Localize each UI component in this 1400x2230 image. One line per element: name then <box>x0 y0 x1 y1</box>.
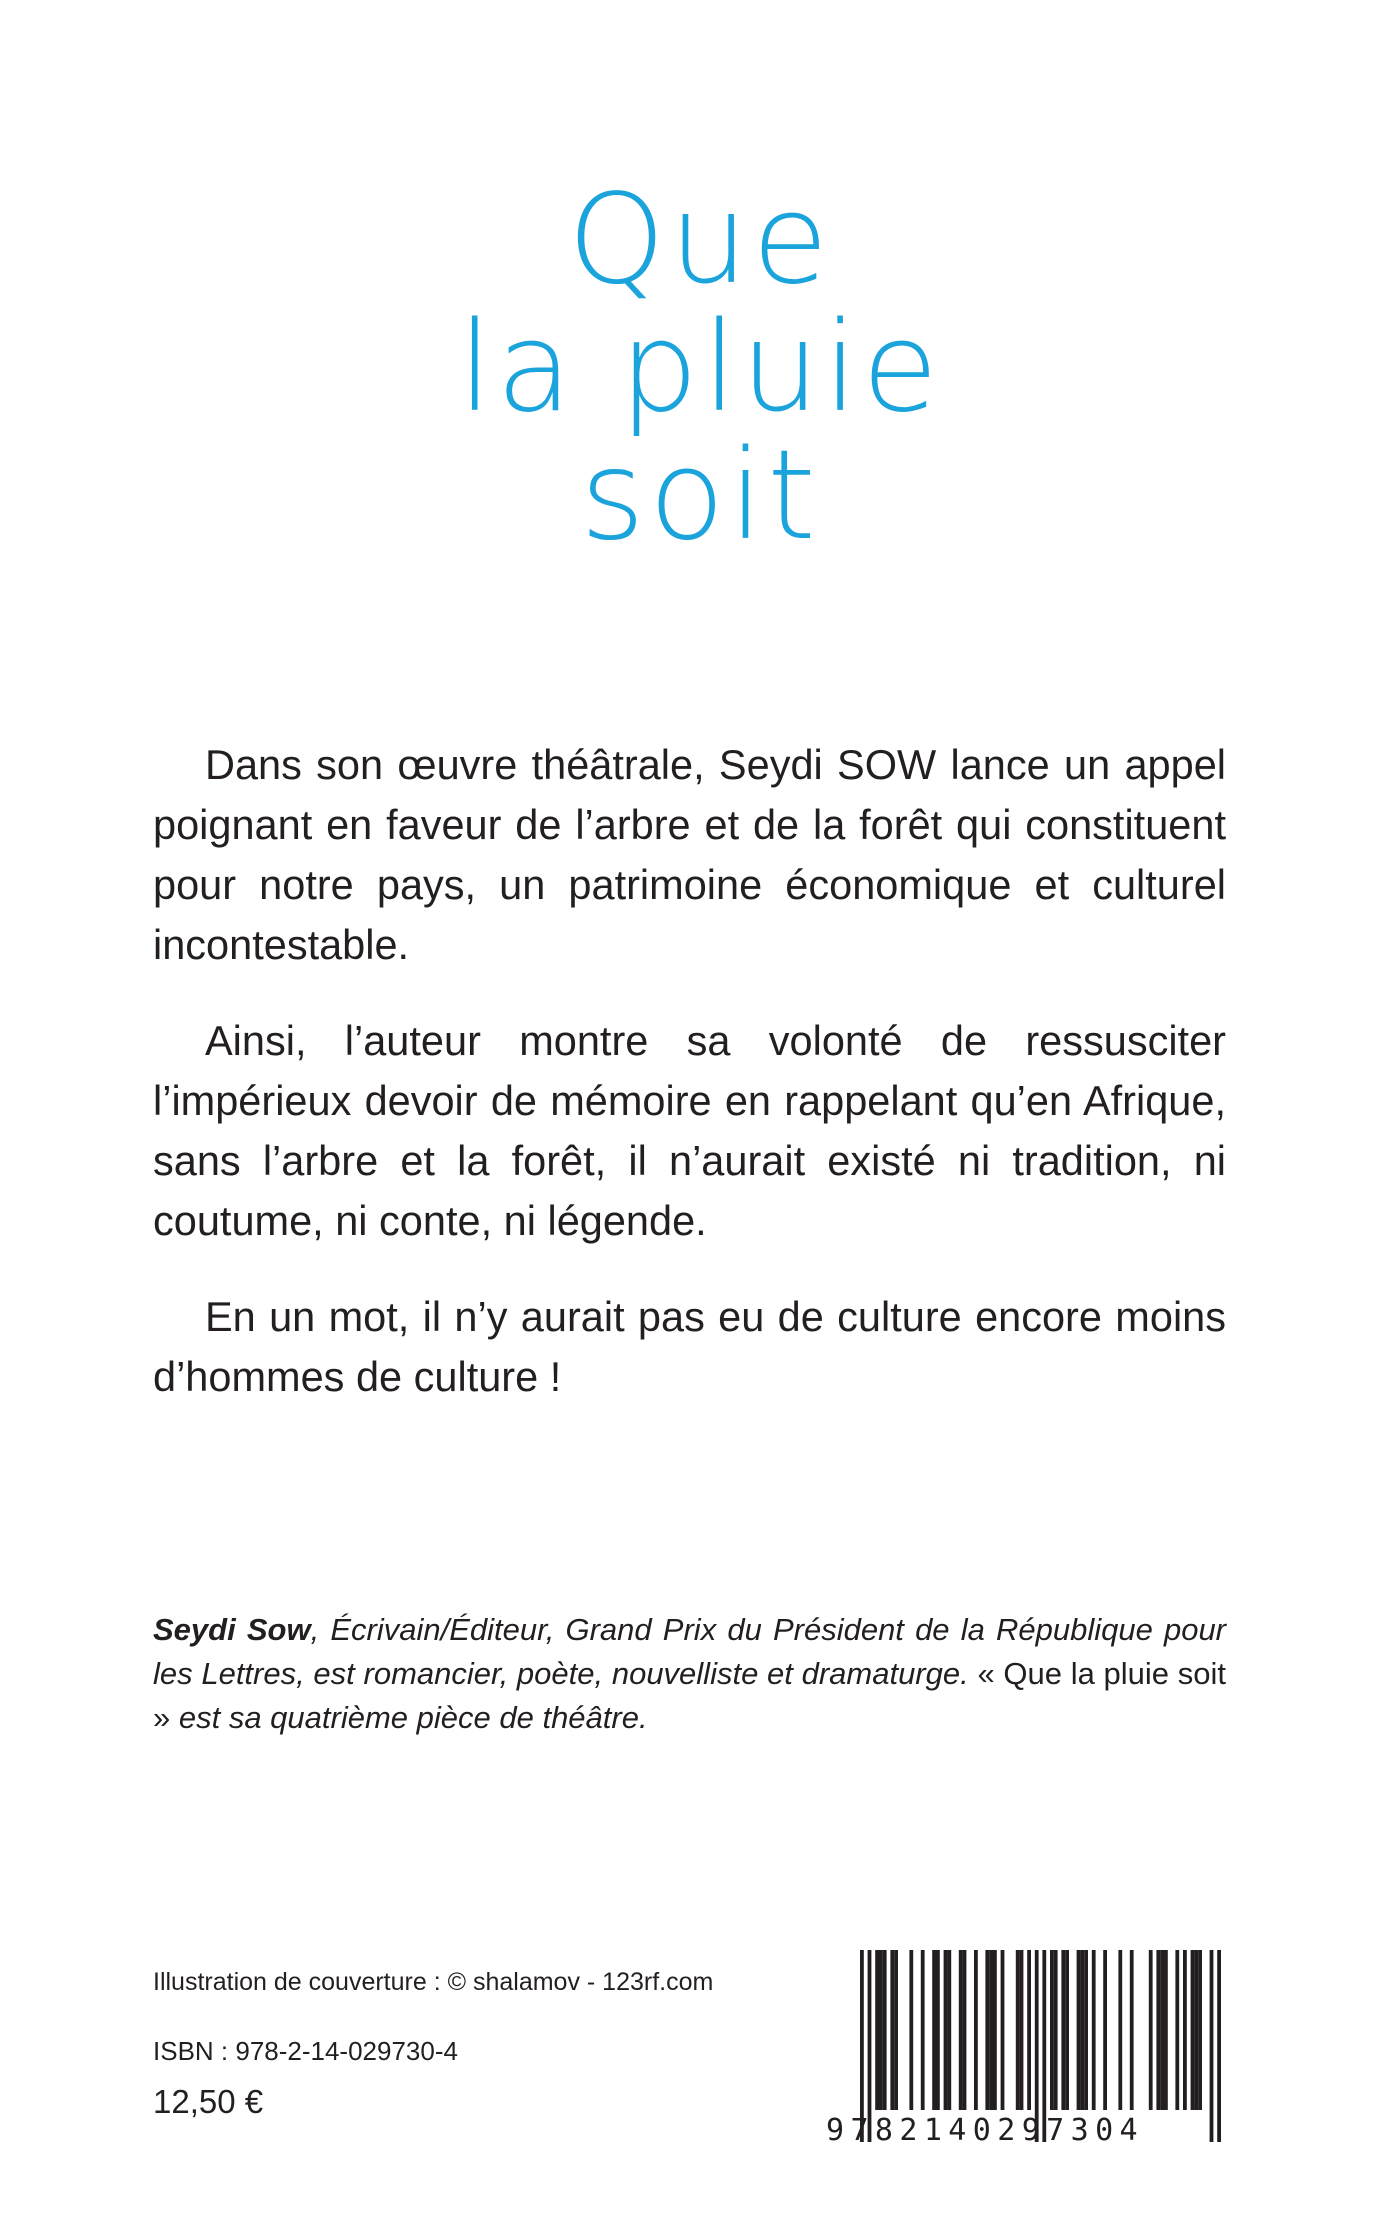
barcode-bar <box>1130 1950 1134 2110</box>
barcode-bar <box>1080 1950 1084 2110</box>
barcode-bar <box>944 1950 948 2110</box>
barcode-bar <box>985 1950 989 2110</box>
barcode-bar <box>963 1950 967 2110</box>
blurb-paragraph-2: Ainsi, l’auteur montre sa volonté de ressusciter l’impérieux devoir de mémoire en rappelant qu’en Afrique, sans l’arbre et la forêt, il n’aurait existé ni tradition, ni coutume, ni conte, ni légende. <box>153 1017 1226 1244</box>
bio-separator: , <box>310 1612 331 1647</box>
barcode-bar <box>1061 1950 1065 2110</box>
blurb-paragraph-3: En un mot, il n’y aurait pas eu de culture encore moins d’hommes de culture ! <box>153 1293 1226 1400</box>
barcode-bar <box>879 1950 883 2110</box>
bio-book-title: « Que la pluie soit » <box>153 1656 1226 1735</box>
barcode-bar <box>1183 1950 1187 2110</box>
book-title <box>0 168 1400 568</box>
barcode-bar <box>936 1950 940 2110</box>
title-line-2: la pluie <box>457 296 943 440</box>
barcode-bar <box>1054 1950 1058 2110</box>
barcode-bar <box>959 1950 963 2110</box>
barcode-bar <box>1092 1950 1096 2110</box>
barcode <box>826 1950 1231 2200</box>
barcode-bar <box>1001 1950 1005 2110</box>
barcode-bar <box>890 1950 894 2110</box>
price: 12,50 € <box>153 2083 264 2120</box>
barcode-bar <box>1103 1950 1107 2110</box>
barcode-bar <box>875 1950 879 2110</box>
barcode-bar <box>932 1950 936 2110</box>
barcode-bar <box>1050 1950 1054 2110</box>
barcode-bar <box>1084 1950 1088 2110</box>
blurb-paragraph-1: Dans son œuvre théâtrale, Seydi SOW lance un appel poignant en faveur de l’arbre et de la forêt qui constituent pour notre pays, un patrimoine économique et culturel incontestable. <box>153 741 1226 968</box>
barcode-bar <box>1065 1950 1069 2110</box>
barcode-bar <box>1077 1950 1081 2110</box>
barcode-bar <box>1156 1950 1160 2110</box>
illustration-credit: Illustration de couverture : © shalamov - 123rf.com <box>153 1968 714 1996</box>
barcode-bar <box>921 1950 925 2110</box>
barcode-bar <box>1175 1950 1179 2110</box>
isbn: ISBN : 978-2-14-029730-4 <box>153 2036 458 2066</box>
author-name: Seydi Sow <box>153 1612 311 1647</box>
barcode-bar <box>1118 1950 1122 2110</box>
bio-text-1: Écrivain/Éditeur, Grand Prix du Président de la République pour les Lettres, est romancier, poète, nouvelliste et dramaturge. <box>153 1612 1227 1691</box>
barcode-bar <box>1160 1950 1164 2110</box>
barcode-bar <box>1164 1950 1168 2110</box>
barcode-bar <box>1149 1950 1153 2110</box>
blurb-text <box>153 735 1226 1443</box>
barcode-bar <box>909 1950 913 2110</box>
title-line-1: Que <box>567 168 833 312</box>
barcode-bar <box>1191 1950 1195 2110</box>
barcode-bar <box>1194 1950 1198 2110</box>
barcode-bar <box>1016 1950 1020 2110</box>
barcode-bar <box>974 1950 978 2110</box>
bio-text-2: est sa quatrième pièce de théâtre. <box>178 1700 648 1735</box>
barcode-bar <box>993 1950 997 2110</box>
barcode-bar <box>883 1950 887 2110</box>
barcode-bar <box>1198 1950 1202 2110</box>
barcode-bar <box>894 1950 898 2110</box>
barcode-bar <box>947 1950 951 2110</box>
barcode-bar <box>1027 1950 1031 2110</box>
barcode-digits: 9782140297304 <box>826 2113 1144 2148</box>
barcode-bar <box>989 1950 993 2110</box>
title-line-3: soit <box>580 424 820 568</box>
barcode-bar <box>1020 1950 1024 2110</box>
author-bio <box>153 1608 1226 1740</box>
